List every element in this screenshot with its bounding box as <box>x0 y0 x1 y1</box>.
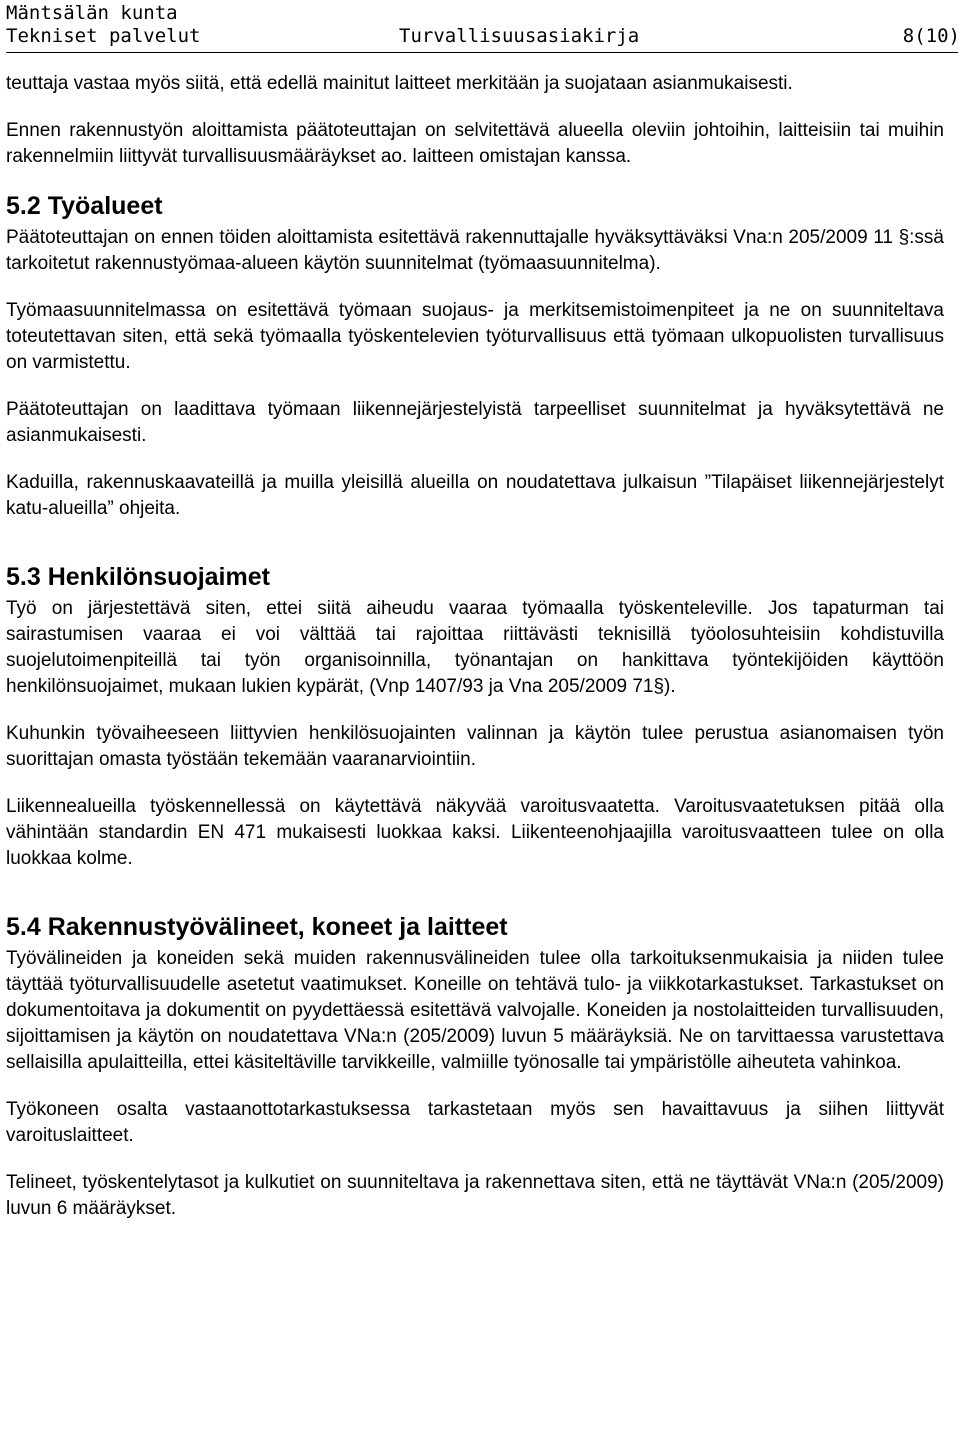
section-heading: 5.4 Rakennustyövälineet, koneet ja laitteet <box>6 913 508 941</box>
department-name: Tekniset palvelut <box>6 25 201 47</box>
paragraph: Päätoteuttajan on ennen töiden aloittamista esitettävä rakennuttajalle hyväksyttäväksi Vna:n 205/2009 11 §:ssä tarkoitetut rakennustyömaa-alueen käytön suunnitelmat (työmaasuunnitelma). <box>6 227 944 274</box>
paragraph: Liikennealueilla työskennellessä on käytettävä näkyvää varoitusvaatetta. Varoitusvaatetuksen pitää olla vähintään standardin EN 471 mukaisesti luokkaa kaksi. Liikenteenohjaajilla varoitusvaatteen tulee on olla luokkaa kolme. <box>6 796 944 869</box>
document-title: Turvallisuusasiakirja <box>399 25 640 47</box>
document-body <box>6 71 944 1243</box>
section-5-3 <box>6 562 944 872</box>
paragraph: Työmaasuunnitelmassa on esitettävä työmaan suojaus- ja merkitsemistoimenpiteet ja ne on suunniteltava toteutettavan siten, että sekä työmaalla työskentelevien työturvallisuus että työmaan ulkopuolisten turvallisuus on varmistettu. <box>6 300 944 373</box>
section-heading: 5.2 Työalueet <box>6 192 163 220</box>
paragraph: Ennen rakennustyön aloittamista päätoteuttajan on selvitettävä alueella oleviin johtoihin, laitteisiin tai muihin rakennelmiin liittyvät turvallisuusmääräykset ao. laitteen omistajan kanssa. <box>6 120 944 167</box>
paragraph: Työ on järjestettävä siten, ettei siitä aiheudu vaaraa työmaalla työskenteleville. Jos tapaturman tai sairastumisen vaaraa ei voi välttää tai rajoittaa riittävästi teknisillä työolosuhteisiin kohdistuvilla suojelutoimenpiteillä tai työn organisoinnilla, työnantajan on hankittava työntekijöiden käyttöön henkilönsuojaimet, mukaan lukien kypärät, (Vnp 1407/93 ja Vna 205/2009 71§). <box>6 598 944 697</box>
paragraph: Kaduilla, rakennuskaavateillä ja muilla yleisillä alueilla on noudatettava julkaisun ”Tilapäiset liikennejärjestelyt katu-alueilla” ohjeita. <box>6 472 944 519</box>
page-number: 8(10) <box>902 25 960 47</box>
header-divider <box>6 52 958 53</box>
section-5-4 <box>6 912 944 1222</box>
section-heading: 5.3 Henkilönsuojaimet <box>6 563 270 591</box>
paragraph: Työkoneen osalta vastaanottotarkastuksessa tarkastetaan myös sen havaittavuus ja siihen liittyvät varoituslaitteet. <box>6 1099 944 1146</box>
paragraph: Kuhunkin työvaiheeseen liittyvien henkilösuojainten valinnan ja käytön tulee perustua asianomaisen työn suorittajan omasta työstään tekemään vaaranarviointiin. <box>6 723 944 770</box>
section-5-2 <box>6 191 944 522</box>
paragraph: Päätoteuttajan on laadittava työmaan liikennejärjestelyistä tarpeelliset suunnitelmat ja hyväksytettävä ne asianmukaisesti. <box>6 399 944 446</box>
paragraph: Työvälineiden ja koneiden sekä muiden rakennusvälineiden tulee olla tarkoituksenmukaisia ja niiden tulee täyttää työturvallisuudelle asetetut vaatimukset. Koneille on tehtävä tulo- ja viikkotarkastukset. Tarkastukset on dokumentoitava ja dokumentit on pyydettäessä esitettävä valvojalle. Koneiden ja nostolaitteiden turvallisuuden, sijoittamisen ja käytön on noudatettava VNa:n (205/2009) luvun 5 määräyksiä. Ne on tarvittaessa varustettava sellaisilla apulaitteilla, ettei käsiteltäville tarvikkeille, valmiille työnosalle tai ympäristölle aiheuteta vahinkoa. <box>6 948 944 1073</box>
organization-name: Mäntsälän kunta <box>6 2 178 24</box>
page-header <box>0 0 960 56</box>
paragraph: teuttaja vastaa myös siitä, että edellä mainitut laitteet merkitään ja suojataan asianmukaisesti. <box>6 73 793 94</box>
paragraph: Telineet, työskentelytasot ja kulkutiet on suunniteltava ja rakennettava siten, että ne täyttävät VNa:n (205/2009) luvun 6 määräykset. <box>6 1172 944 1219</box>
